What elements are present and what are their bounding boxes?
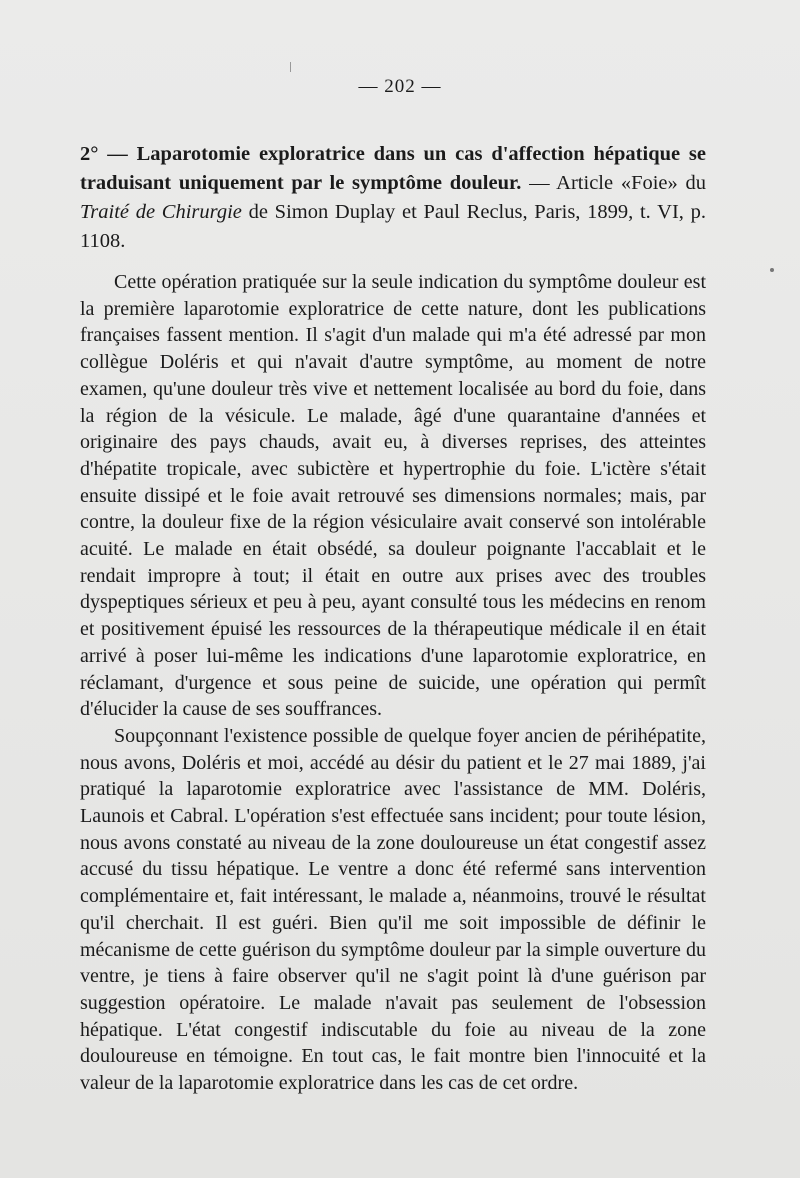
scan-speck: [290, 62, 291, 72]
paragraph: Cette opération pratiquée sur la seule indication du symptôme douleur est la première laparotomie exploratrice de cette nature, dont les publications françaises fassent mention. Il s'agit d'un malade qui m'a été adressé par mon collègue Doléris et qui n'avait d'autre symptôme, au moment de notre examen, qu'une douleur très vive et nettement localisée au bord du foie, dans la région de la vésicule. Le malade, âgé d'une quarantaine d'années et originaire des pays chauds, avait eu, à diverses reprises, des atteintes d'hépatite tropicale, avec subictère et hypertrophie du foie. L'ictère s'était ensuite dissipé et le foie avait retrouvé ses dimensions normales; mais, par contre, la douleur fixe de la région vésiculaire avait conservé son intolérable acuité. Le malade en était obsédé, sa douleur poignante l'accablait et le rendait impropre à tout; il était en outre aux prises avec des troubles dyspeptiques sérieux et peu à peu, ayant consulté tous les médecins en renom et positivement épuisé les ressources de la thérapeutique médicale il en était arrivé à poser lui-même les indications d'une laparotomie exploratrice, en réclamant, d'urgence et sous peine de suicide, une opération qui permît d'élucider la cause de ses souffrances.: [80, 271, 706, 721]
section-heading: [80, 140, 706, 256]
body-text: [80, 269, 706, 1097]
work-title: Traité de Chirurgie: [80, 201, 242, 223]
section-separator: — Article «Foie» du: [521, 172, 706, 194]
margin-dot: [770, 268, 774, 272]
page-number: — 202 —: [358, 76, 442, 97]
paragraph: Soupçonnant l'existence possible de quelque foyer ancien de périhépatite, nous avons, Doléris et moi, accédé au désir du patient et le 27 mai 1889, j'ai pratiqué la laparotomie exploratrice avec l'assistance de MM. Doléris, Launois et Cabral. L'opération s'est effectuée sans incident; pour toute lésion, nous avons constaté au niveau de la zone douloureuse un état congestif assez accusé du tissu hépatique. Le ventre a donc été refermé sans intervention complémentaire et, fait intéressant, le malade a, néanmoins, trouvé le résultat qu'il cherchait. Il est guéri. Bien qu'il me soit impossible de définir le mécanisme de cette guérison du symptôme douleur par la simple ouverture du ventre, je tiens à faire observer qu'il ne s'agit point là d'une guérison par suggestion opératoire. Le malade n'avait pas seulement de l'obsession hépatique. L'état congestif indiscutable du foie au niveau de la zone douloureuse en témoigne. En tout cas, le fait montre bien l'innocuité et la valeur de la laparotomie exploratrice dans les cas de cet ordre.: [80, 724, 706, 1095]
section-number: 2° —: [80, 143, 137, 165]
section-title: Laparotomie exploratrice dans un cas d'affection hépatique se traduisant uniquement par le symptôme douleur.: [80, 143, 707, 194]
bibliographic-reference: de Simon Duplay et Paul Reclus, Paris, 1899, t. VI, p. 1108.: [80, 201, 707, 252]
